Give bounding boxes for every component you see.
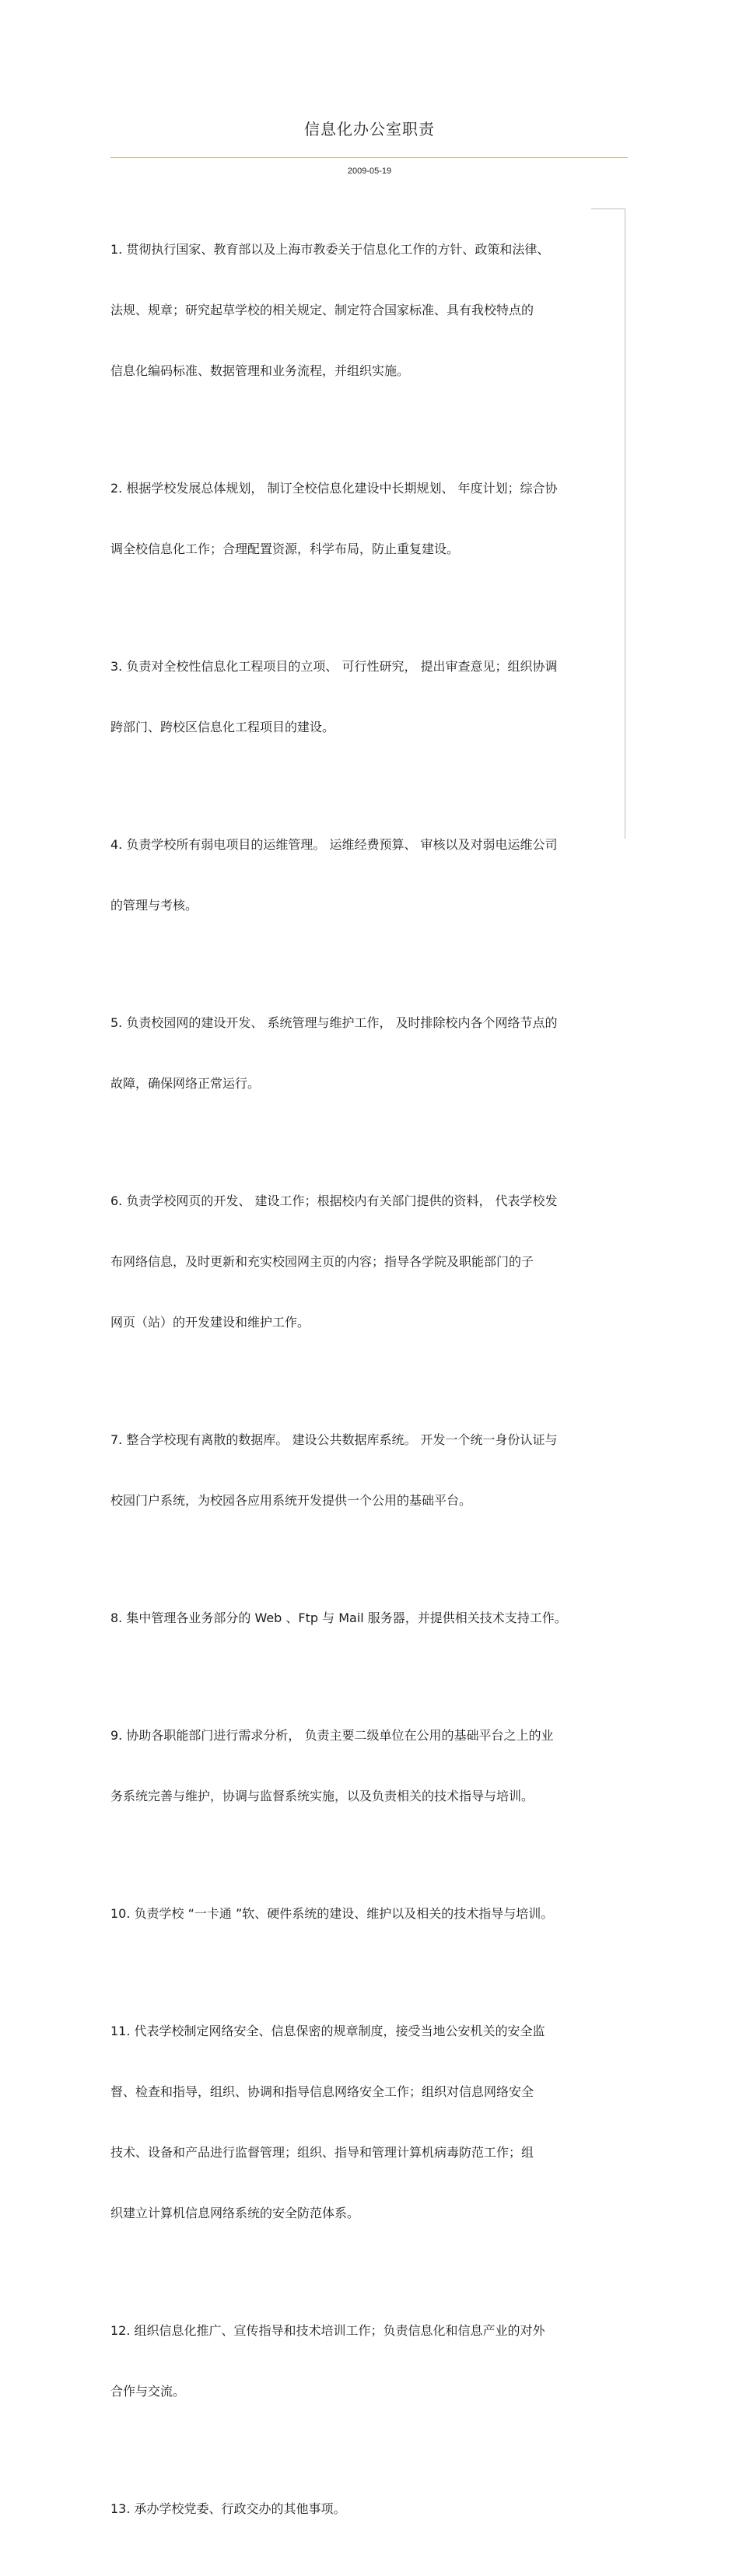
title-divider	[110, 157, 628, 158]
duty-item	[110, 1390, 628, 1551]
duty-item	[110, 2459, 628, 2560]
duty-item	[110, 973, 628, 1134]
duty-item	[110, 1568, 628, 1669]
duty-line: 的管理与考核。	[110, 898, 198, 913]
duty-line: 督、检查和指导，组织、协调和指导信息网络安全工作；组织对信息网络安全	[110, 2084, 534, 2099]
duty-line: 跨部门、跨校区信息化工程项目的建设。	[110, 720, 335, 734]
duty-line: 12. 组织信息化推广、宣传指导和技术培训工作；负责信息化和信息产业的对外	[110, 2323, 545, 2338]
duty-line: 8. 集中管理各业务部分的 Web 、Ftp 与 Mail 服务器，并提供相关技术支持工作。	[110, 1610, 567, 1625]
duty-line: 合作与交流。	[110, 2384, 186, 2399]
duty-line: 11. 代表学校制定网络安全、信息保密的规章制度，接受当地公安机关的安全监	[110, 2024, 545, 2038]
duty-line: 6. 负责学校网页的开发、 建设工作；根据校内有关部门提供的资料， 代表学校发	[110, 1193, 558, 1208]
duty-item	[110, 2280, 628, 2442]
duty-item	[110, 438, 628, 600]
duties-list	[110, 199, 628, 2576]
duty-item	[110, 199, 628, 422]
duty-line: 务系统完善与维护，协调与监督系统实施，以及负责相关的技术指导与培训。	[110, 1789, 534, 1803]
duty-line: 9. 协助各职能部门进行需求分析， 负责主要二级单位在公用的基础平台之上的业	[110, 1728, 554, 1743]
publish-date: 2009-05-19	[347, 166, 392, 176]
duty-line: 13. 承办学校党委、行政交办的其他事项。	[110, 2501, 346, 2516]
page-title: 信息化办公室职责	[304, 120, 435, 138]
duty-line: 技术、设备和产品进行监督管理；组织、指导和管理计算机病毒防范工作；组	[110, 2145, 534, 2160]
duty-line: 4. 负责学校所有弱电项目的运维管理。 运维经费预算、 审核以及对弱电运维公司	[110, 837, 558, 852]
duty-line: 1. 贯彻执行国家、教育部以及上海市教委关于信息化工作的方针、政策和法律、	[110, 242, 550, 257]
duty-line: 校园门户系统，为校园各应用系统开发提供一个公用的基础平台。	[110, 1493, 472, 1508]
duty-line: 调全校信息化工作；合理配置资源，科学布局，防止重复建设。	[110, 541, 460, 556]
duty-item	[110, 616, 628, 778]
duty-line: 5. 负责校园网的建设开发、 系统管理与维护工作， 及时排除校内各个网络节点的	[110, 1015, 558, 1030]
duty-line: 7. 整合学校现有离散的数据库。 建设公共数据库系统。 开发一个统一身份认证与	[110, 1432, 558, 1447]
duty-item	[110, 1981, 628, 2264]
duty-line: 10. 负责学校 “一卡通 ”软、硬件系统的建设、维护以及相关的技术指导与培训。	[110, 1906, 554, 1921]
duty-line: 信息化编码标准、数据管理和业务流程，并组织实施。	[110, 363, 410, 378]
duty-item	[110, 1863, 628, 1964]
duty-line: 布网络信息，及时更新和充实校园网主页的内容；指导各学院及职能部门的子	[110, 1254, 534, 1269]
duty-item	[110, 794, 628, 956]
duty-line: 织建立计算机信息网络系统的安全防范体系。	[110, 2206, 360, 2220]
duty-line: 网页（站）的开发建设和维护工作。	[110, 1315, 310, 1330]
duty-item	[110, 1151, 628, 1373]
duty-line: 故障，确保网络正常运行。	[110, 1076, 261, 1091]
duty-item	[110, 1685, 628, 1847]
duty-line: 法规、规章；研究起草学校的相关规定、制定符合国家标准、具有我校特点的	[110, 303, 534, 317]
duty-line: 2. 根据学校发展总体规划， 制订全校信息化建设中长期规划、 年度计划；综合协	[110, 481, 558, 496]
duty-line: 3. 负责对全校性信息化工程项目的立项、 可行性研究， 提出审查意见；组织协调	[110, 659, 558, 674]
